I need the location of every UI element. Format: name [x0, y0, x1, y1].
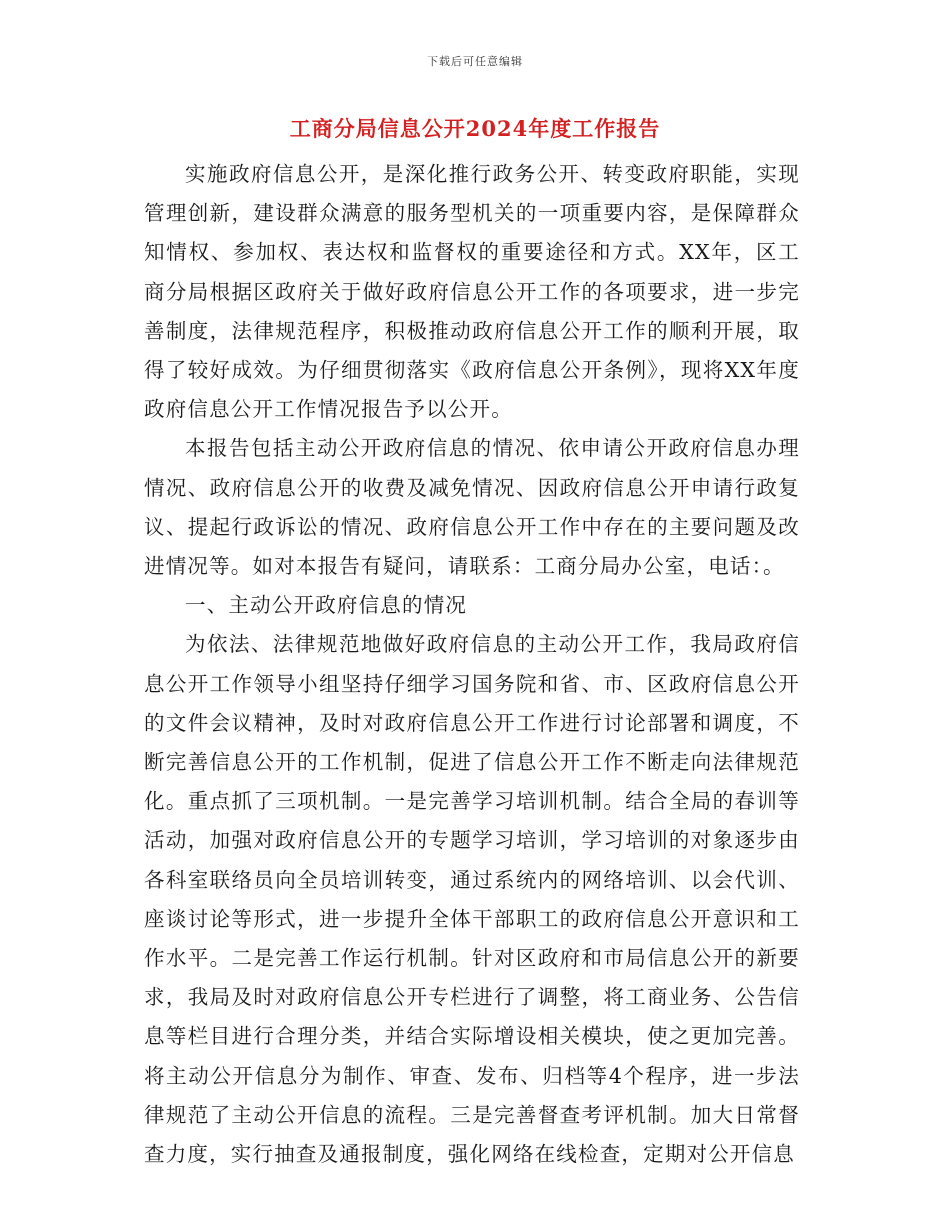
header-note: 下载后可任意编辑: [427, 55, 523, 68]
section-heading-1: 一、主动公开政府信息的情况: [185, 593, 468, 618]
document-body: [144, 155, 800, 1174]
paragraph-scope: 本报告包括主动公开政府信息的情况、依申请公开政府信息办理情况、政府信息公开的收费及减免情况、因政府信息公开申请行政复议、提起行政诉讼的情况、政府信息公开工作中存在的主要问题及改进情况等。如对本报告有疑问，请联系：工商分局办公室，电话：。: [144, 436, 800, 579]
paragraph-section-1: 为依法、法律规范地做好政府信息的主动公开工作，我局政府信息公开工作领导小组坚持仔细学习国务院和省、市、区政府信息公开的文件会议精神，及时对政府信息公开工作进行讨论部署和调度，不断完善信息公开的工作机制，促进了信息公开工作不断走向法律规范化。重点抓了三项机制。一是完善学习培训机制。结合全局的春训等活动，加强对政府信息公开的专题学习培训，学习培训的对象逐步由各科室联络员向全员培训转变，通过系统内的网络培训、以会代训、座谈讨论等形式，进一步提升全体干部职工的政府信息公开意识和工作水平。二是完善工作运行机制。针对区政府和市局信息公开的新要求，我局及时对政府信息公开专栏进行了调整，将工商业务、公告信息等栏目进行合理分类，并结合实际增设相关模块，使之更加完善。将主动公开信息分为制作、审查、发布、归档等4个程序，进一步法律规范了主动公开信息的流程。三是完善督查考评机制。加大日常督查力度，实行抽查及通报制度，强化网络在线检查，定期对公开信息: [144, 632, 800, 1167]
document-title: 工商分局信息公开2024年度工作报告: [289, 116, 661, 141]
paragraph-intro: 实施政府信息公开，是深化推行政务公开、转变政府职能，实现管理创新，建设群众满意的服务型机关的一项重要内容，是保障群众知情权、参加权、表达权和监督权的重要途径和方式。XX年，区工商分局根据区政府关于做好政府信息公开工作的各项要求，进一步完善制度，法律规范程序，积极推动政府信息公开工作的顺利开展，取得了较好成效。为仔细贯彻落实《政府信息公开条例》，现将XX年度政府信息公开工作情况报告予以公开。: [144, 162, 800, 422]
